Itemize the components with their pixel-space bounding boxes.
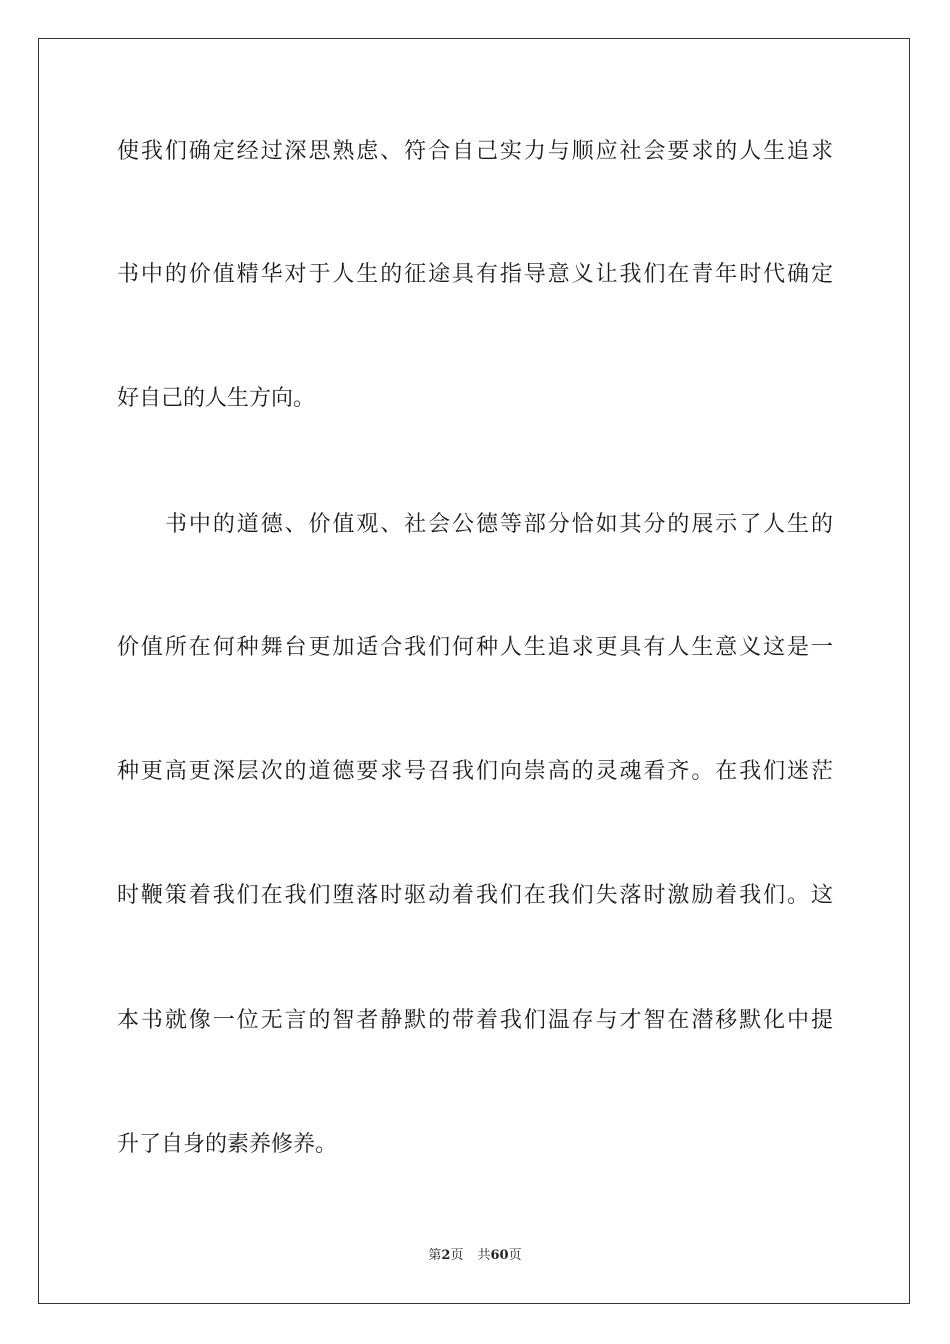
total-suffix: 页: [508, 1248, 522, 1263]
total-pages: 60: [490, 1248, 509, 1263]
body-line-3: 好自己的人生方向。: [117, 386, 316, 411]
page-prefix: 第: [428, 1248, 442, 1263]
body-line-2: 书中的价值精华对于人生的征途具有指导意义让我们在青年时代确定: [117, 262, 833, 287]
body-line-7: 时鞭策着我们在我们堕落时驱动着我们在我们失落时激励着我们。这: [117, 883, 833, 908]
page-suffix: 页: [450, 1248, 464, 1263]
page-footer: [0, 1247, 950, 1265]
page-number: 2: [441, 1248, 451, 1263]
page-border: [38, 38, 910, 1304]
body-line-1: 使我们确定经过深思熟虑、符合自己实力与顺应社会要求的人生追求: [117, 139, 833, 164]
body-line-8: 本书就像一位无言的智者静默的带着我们温存与才智在潜移默化中提: [117, 1008, 833, 1033]
total-prefix: 共: [477, 1248, 491, 1263]
body-line-5: 价值所在何种舞台更加适合我们何种人生追求更具有人生意义这是一: [117, 635, 833, 660]
body-line-4: 书中的道德、价值观、社会公德等部分恰如其分的展示了人生的: [165, 512, 833, 537]
body-line-6: 种更高更深层次的道德要求号召我们向崇高的灵魂看齐。在我们迷茫: [117, 759, 833, 784]
body-line-9: 升了自身的素养修养。: [117, 1132, 338, 1157]
